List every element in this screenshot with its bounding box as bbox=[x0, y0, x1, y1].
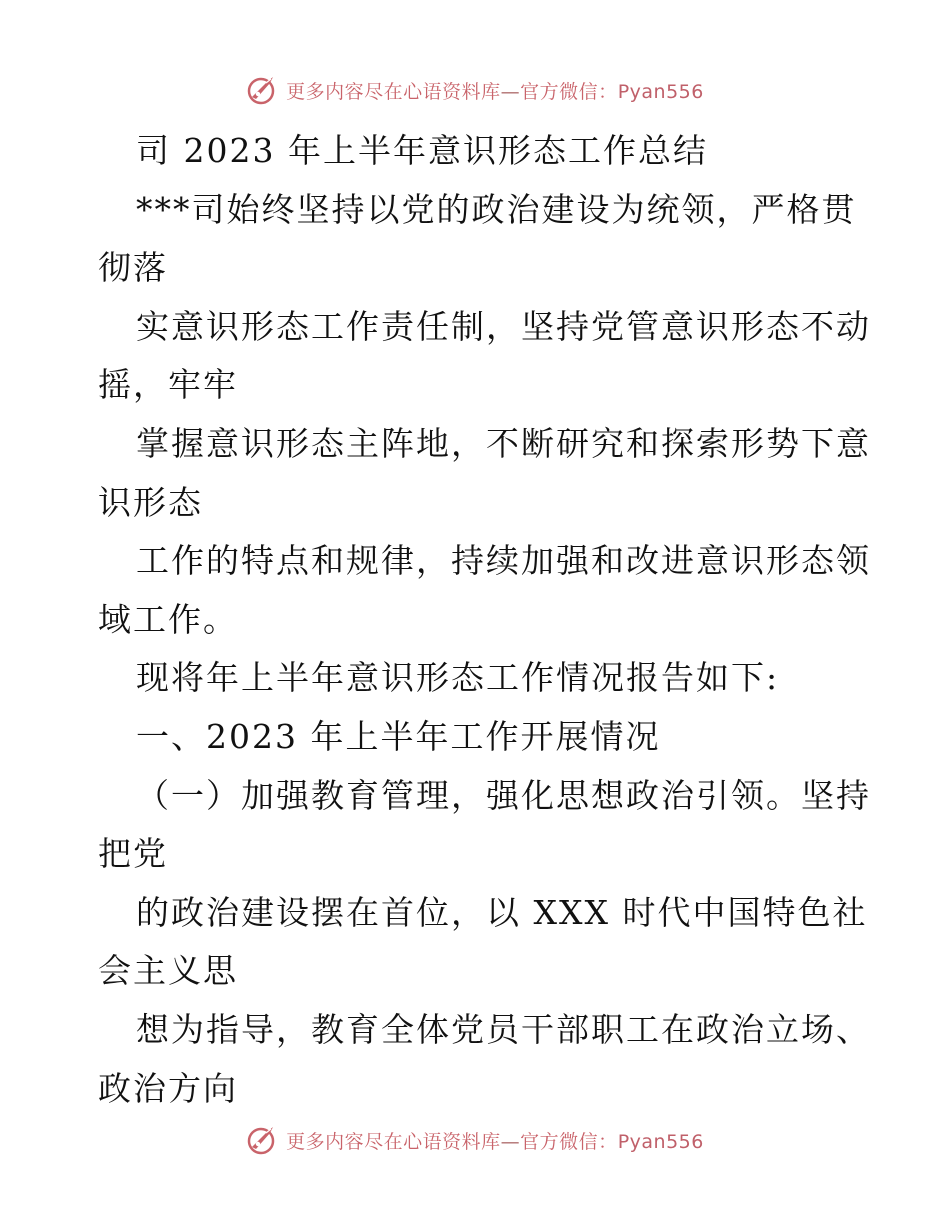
footer-banner bbox=[0, 1120, 950, 1160]
pen-logo-icon bbox=[246, 73, 280, 107]
pen-logo-icon bbox=[246, 1123, 280, 1157]
text-line: 摇，牢牢 bbox=[98, 365, 238, 405]
banner-title: 更多内容尽在心语资料库 bbox=[286, 80, 501, 103]
document-body bbox=[98, 122, 871, 1118]
text-line: 政治方向 bbox=[98, 1068, 238, 1108]
banner-separator: — bbox=[500, 1130, 521, 1153]
text-line: ***司始终坚持以党的政治建设为统领，严格贯 bbox=[136, 189, 857, 229]
text-line: 想为指导，教育全体党员干部职工在政治立场、 bbox=[136, 1009, 871, 1049]
banner-wechat-label: 官方微信： bbox=[520, 80, 618, 103]
text-line: 彻落 bbox=[98, 248, 168, 288]
text-line: 把党 bbox=[98, 834, 168, 874]
banner-wechat-id: Pyan556 bbox=[617, 1130, 704, 1153]
header-banner bbox=[0, 70, 950, 110]
text-line: 掌握意识形态主阵地，不断研究和探索形势下意 bbox=[136, 423, 871, 463]
text-line: （一）加强教育管理，强化思想政治引领。坚持 bbox=[136, 775, 871, 815]
text-line: 会主义思 bbox=[98, 951, 238, 991]
header-banner-text bbox=[286, 77, 704, 104]
banner-wechat-id: Pyan556 bbox=[617, 80, 704, 103]
text-line: 工作的特点和规律，持续加强和改进意识形态领 bbox=[136, 541, 871, 581]
banner-title: 更多内容尽在心语资料库 bbox=[286, 1130, 501, 1153]
text-line: 实意识形态工作责任制，坚持党管意识形态不动 bbox=[136, 306, 871, 346]
banner-wechat-label: 官方微信： bbox=[520, 1130, 618, 1153]
text-line: 识形态 bbox=[98, 482, 203, 522]
text-line: 域工作。 bbox=[98, 599, 238, 639]
footer-banner-text bbox=[286, 1127, 704, 1154]
section-heading: 一、2023 年上半年工作开展情况 bbox=[136, 716, 661, 756]
document-title: 司 2023 年上半年意识形态工作总结 bbox=[136, 131, 708, 170]
text-line: 现将年上半年意识形态工作情况报告如下: bbox=[136, 658, 780, 698]
text-line: 的政治建设摆在首位，以 XXX 时代中国特色社 bbox=[136, 892, 868, 932]
banner-separator: — bbox=[500, 80, 521, 103]
